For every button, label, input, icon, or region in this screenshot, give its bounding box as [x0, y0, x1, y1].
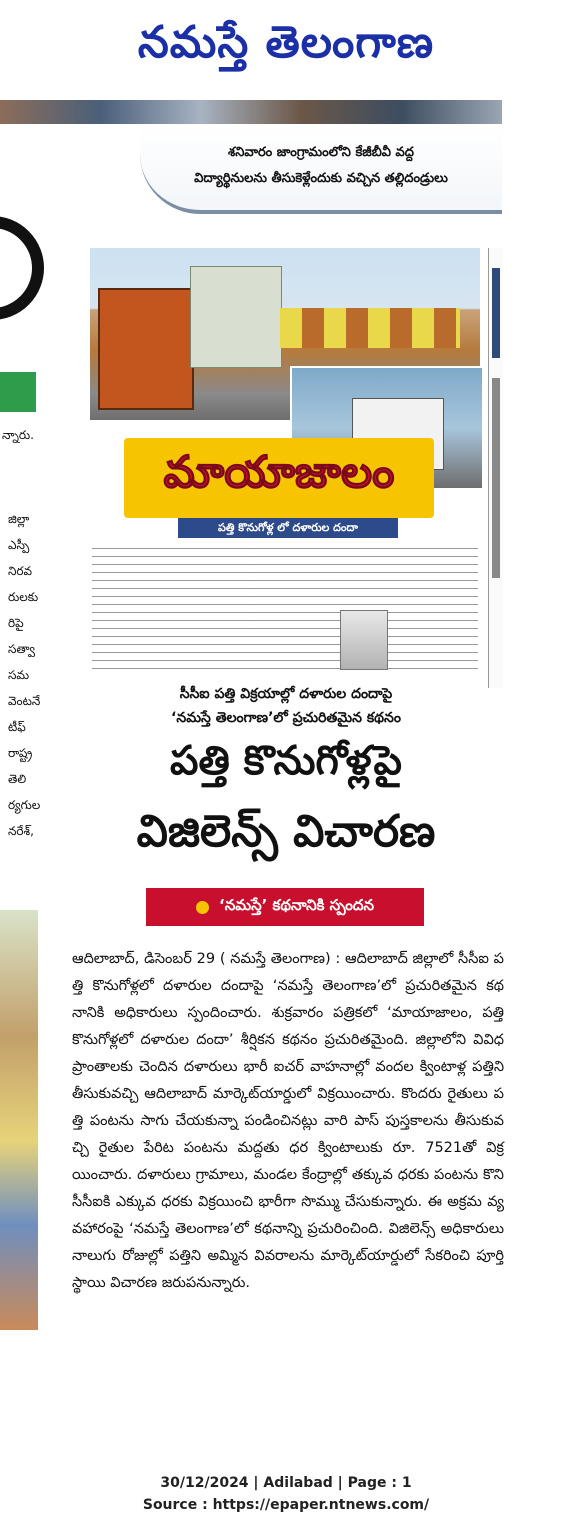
clip-body-text — [92, 544, 478, 670]
left-snippet: ర్యగుల — [8, 798, 41, 812]
left-snippet: నరేశ్, — [8, 824, 34, 838]
clip-person-photo — [340, 610, 388, 670]
ring-graphic — [0, 216, 44, 320]
deck — [70, 682, 502, 730]
deck-line-2: ‘నమస్తే తెలంగాణ’లో ప్రచురితమైన కథనం — [171, 710, 401, 726]
clip-banner — [124, 438, 434, 518]
left-snippet: వెంటనే — [8, 694, 41, 708]
headline-line-1: పత్తి కొనుగోళ్లపై — [170, 738, 402, 784]
footer-dateline: 30/12/2024 | Adilabad | Page : 1 — [160, 1475, 412, 1491]
masthead — [0, 0, 572, 96]
photo-strip — [0, 100, 502, 124]
left-snippet: రులకు — [8, 590, 39, 604]
left-snippet: ఎస్పీ — [8, 538, 30, 552]
bullet-icon — [196, 901, 209, 914]
right-column-fragment — [488, 248, 503, 688]
left-snippet: తెలి — [8, 772, 27, 786]
left-photo-fragment — [0, 910, 38, 1330]
deck-line-1: సీసీఐ పత్తి విక్రయాల్లో దళారుల దందాపై — [179, 686, 393, 702]
response-tag — [146, 888, 424, 926]
footer-source: Source : https://epaper.ntnews.com/ — [142, 1497, 430, 1513]
left-snippet: రిపై — [8, 616, 24, 630]
left-snippet: సత్వా — [8, 642, 36, 656]
photo-caption-line-2: విద్యార్థినులను తీసుకెళ్లేందుకు వచ్చిన తల్లిదండ్రులు — [194, 171, 448, 186]
truck-row-graphic — [280, 308, 460, 348]
masthead-title: నమస్తే తెలంగాణ — [137, 17, 435, 68]
left-snippet: టీఫ్ — [8, 720, 26, 734]
photo-caption — [140, 124, 502, 214]
story-body: ఆదిలాబాద్, డిసెంబర్ 29 ( నమస్తే తెలంగాణ) : ఆదిలాబాద్ జిల్లాలో సీసీఐ పత్తి కొనుగోళ్లలో దళారుల దందాపై ‘నమస్తే తెలంగాణ’లో ప్రచురితమైన కథనానికి అధికారులు స్పందించారు. శుక్రవారం పత్రికలో ‘మాయాజాలం, పత్తి కొనుగోళ్లలో దళారుల దందా’ శీర్షికన కథనం ప్రచురితమైంది. జిల్లాలోని వివిధ ప్రాంతాలకు చెందిన దళారులు భారీ ఐచర్ వాహనాల్లో వందల క్వింటాళ్ల పత్తిని తీసుకువచ్చి ఆదిలాబాద్ మార్కెట్‌యార్డులో విక్రయించారు. కొందరు రైతులు పత్తి పంటను సాగు చేయకున్నా పండించినట్లు వారి పాస్ పుస్తకాలను తీసుకువచ్చి రైతుల పేరిట పంటను మద్దతు ధర క్వింటాలుకు రూ. 7521తో విక్రయించారు. దళారులు గ్రామాలు, మండల కేంద్రాల్లో తక్కువ ధరకు పంటను కొని సీసీఐకి ఎక్కువ ధరకు విక్రయించి భారీగా సొమ్ము చేసుకున్నారు. ఈ అక్రమ వ్యవహారంపై ‘నమస్తే తెలంగాణ’లో కథనాన్ని ప్రచురించింది. విజిలెన్స్ అధికారులు నాలుగు రోజుల్లో పత్తిని అమ్మిన వివరాలను మార్కెట్‌యార్డులో సేకరించి పూర్తి స్థాయి విచారణ జరుపనున్నారు. — [72, 951, 504, 1291]
left-snippet: జిల్లా — [8, 512, 30, 526]
right-edge-bar — [492, 378, 500, 578]
clip-banner-text: మాయాజాలం — [163, 447, 395, 498]
truck-cargo-graphic — [190, 266, 282, 368]
right-edge-bar — [492, 268, 500, 358]
left-snippet: నిరవ — [8, 564, 33, 578]
page-footer — [0, 1472, 572, 1516]
left-snippet: రాష్ట్ర — [8, 746, 33, 760]
truck-cab-graphic — [98, 288, 194, 410]
left-column-fragment — [0, 210, 50, 1390]
photo-caption-line-1: శనివారం జాంగ్రామంలోని కేజీబీవీ వద్ద — [228, 145, 414, 160]
previous-story-clipping — [90, 248, 480, 676]
left-snippet-top: న్నారు. — [2, 428, 34, 442]
response-tag-text: ‘నమస్తే’ కథనానికి స్పందన — [219, 896, 374, 914]
clip-subtitle: పత్తి కొనుగోళ్ల లో దళారుల దందా — [178, 518, 398, 538]
green-block — [0, 372, 36, 412]
headline-line-2: విజిలెన్స్ విచారణ — [136, 806, 436, 857]
left-snippet: సమ — [8, 668, 30, 682]
